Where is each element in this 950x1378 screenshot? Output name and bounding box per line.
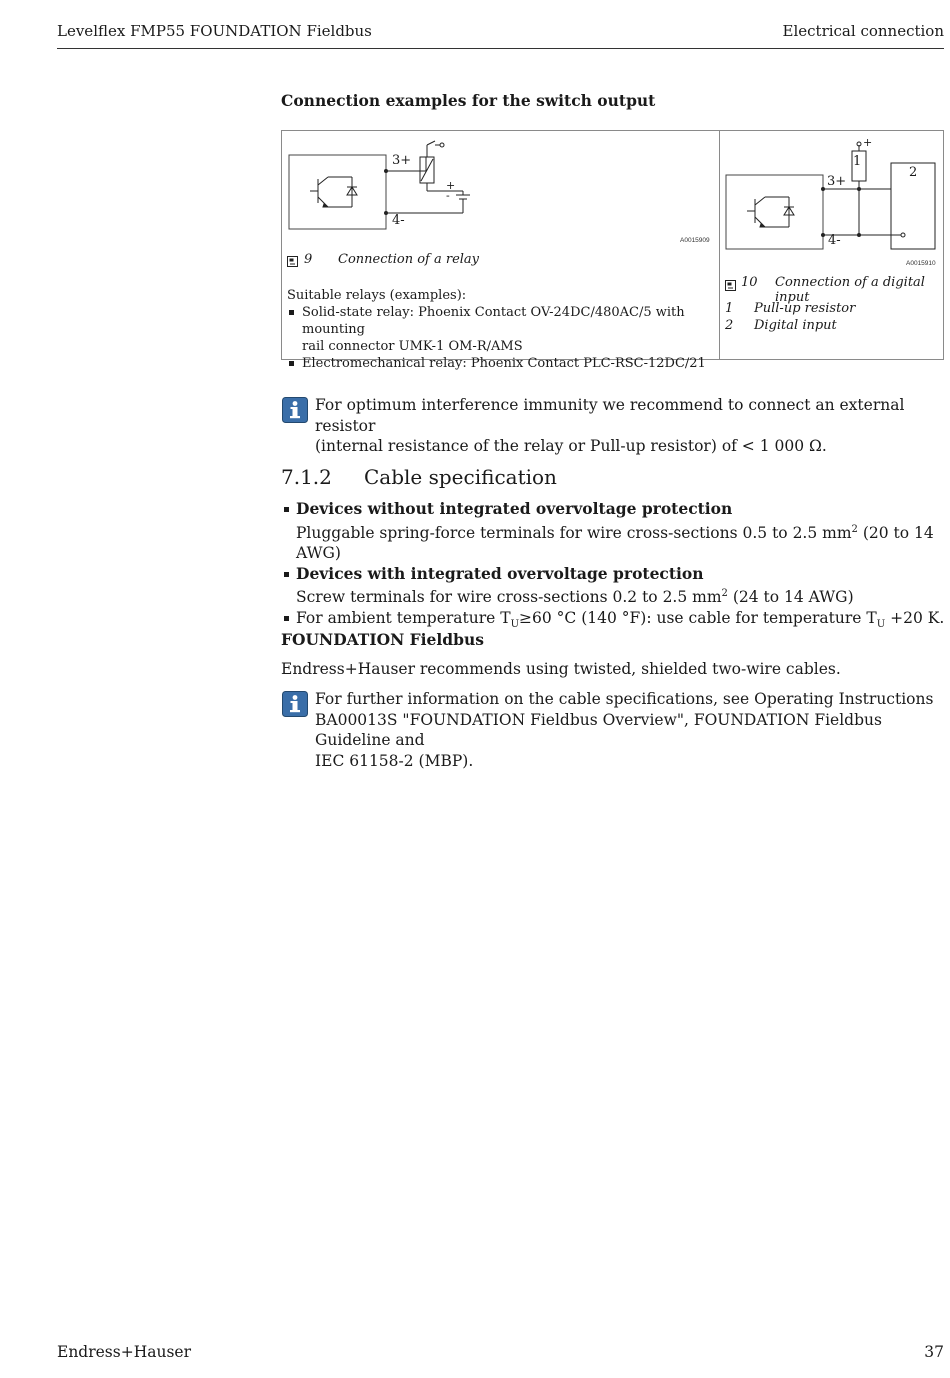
bullet-icon: [289, 361, 294, 366]
note-line: For further information on the cable specifications, see Operating Instructions: [315, 690, 934, 708]
list-item-heading: Devices without integrated overvoltage protection: [296, 499, 733, 518]
cable-spec-list: [281, 499, 946, 635]
note-interference: [315, 395, 950, 457]
page-number: 37: [924, 1343, 944, 1361]
note-line: For optimum interference immunity we recommend to connect an external resistor: [315, 396, 905, 435]
digital-terminal-minus: 4-: [828, 233, 841, 248]
note-line: (internal resistance of the relay or Pull-up resistor) of < 1 000 Ω.: [315, 437, 827, 455]
note-line: IEC 61158-2 (MBP).: [315, 751, 474, 770]
drawing-id-left: A0015909: [680, 237, 710, 244]
ff-text: Endress+Hauser recommends using twisted, shielded two-wire cables.: [281, 660, 841, 678]
list-item: [287, 304, 717, 355]
ff-heading: FOUNDATION Fieldbus: [281, 630, 484, 649]
text-part: Screw terminals for wire cross-sections 0.2 to 2.5 mm: [296, 588, 722, 607]
list-item: [281, 499, 946, 564]
relays-intro: Suitable relays (examples):: [287, 288, 467, 303]
text-part: Pluggable spring-force terminals for wire cross-sections 0.5 to 2.5 mm: [296, 523, 852, 542]
figure-icon: [725, 276, 739, 288]
text-part: For ambient temperature T: [296, 608, 511, 627]
relay-circuit-diagram: [288, 137, 488, 233]
header-rule: [57, 48, 944, 49]
bullet-icon: [289, 310, 294, 315]
callout-1: 1: [853, 154, 862, 169]
superscript: 2: [851, 523, 858, 535]
relay-list: [287, 304, 717, 372]
section-title: Connection examples for the switch output: [281, 91, 656, 110]
superscript: 2: [721, 588, 728, 600]
text-part: +20 K.: [885, 608, 945, 627]
drawing-id-right: A0015910: [906, 260, 936, 267]
figure-table: [281, 130, 944, 371]
digital-terminal-plus: 3+: [827, 174, 847, 189]
relay-terminal-plus: 3+: [392, 153, 412, 168]
footer-company: Endress+Hauser: [57, 1343, 191, 1361]
list-item-text: [296, 584, 946, 608]
battery-plus-label: +: [446, 179, 456, 192]
bullet-icon: [284, 572, 289, 577]
note-line: BA00013S "FOUNDATION Fieldbus Overview", FOUNDATION Fieldbus Guideline and: [315, 710, 882, 749]
legend-text-1: Pull-up resistor: [754, 301, 856, 316]
subsection-title: Cable specification: [364, 465, 557, 489]
legend-text-2: Digital input: [754, 318, 837, 333]
subsection-number: 7.1.2: [281, 465, 332, 489]
text-part: (24 to 14 AWG): [727, 588, 854, 607]
legend-num-2: 2: [725, 318, 734, 333]
bullet-icon: [284, 507, 289, 512]
figure-caption-left: Connection of a relay: [338, 252, 480, 267]
note-further-info: [315, 689, 950, 771]
list-item-text: Solid-state relay: Phoenix Contact OV-24DC/480AC/5 with mounting: [302, 305, 685, 337]
legend-num-1: 1: [725, 301, 734, 316]
list-item-text: rail connector UMK-1 OM-R/AMS: [302, 339, 523, 354]
text-part: ≥60 °C (140 °F): use cable for temperature T: [519, 608, 877, 627]
figure-icon: [287, 252, 301, 264]
relay-terminal-minus: 4-: [392, 213, 405, 228]
list-item-text: [296, 520, 946, 564]
text-part: (20 to 14 AWG): [296, 523, 934, 563]
subscript: U: [876, 618, 886, 630]
subscript: U: [510, 618, 520, 630]
bullet-icon: [284, 616, 289, 621]
callout-2: 2: [909, 165, 918, 180]
list-item: [287, 355, 717, 372]
figure-number-left: 9: [304, 252, 313, 267]
list-item: [281, 564, 946, 608]
info-icon: [282, 397, 308, 423]
figure-caption-right: Connection of a digital input: [775, 275, 925, 305]
figure-number-right: 10: [741, 275, 758, 290]
battery-minus-label: -: [446, 189, 450, 202]
running-header-title: Levelflex FMP55 FOUNDATION Fieldbus: [57, 22, 372, 40]
supply-plus-label: +: [863, 136, 873, 149]
running-header-section: Electrical connection: [782, 22, 944, 40]
list-item-text: Electromechanical relay: Phoenix Contact PLC-RSC-12DC/21: [302, 356, 706, 371]
figure-divider: [719, 131, 720, 359]
info-icon: [282, 691, 308, 717]
list-item-heading: Devices with integrated overvoltage protection: [296, 563, 704, 583]
